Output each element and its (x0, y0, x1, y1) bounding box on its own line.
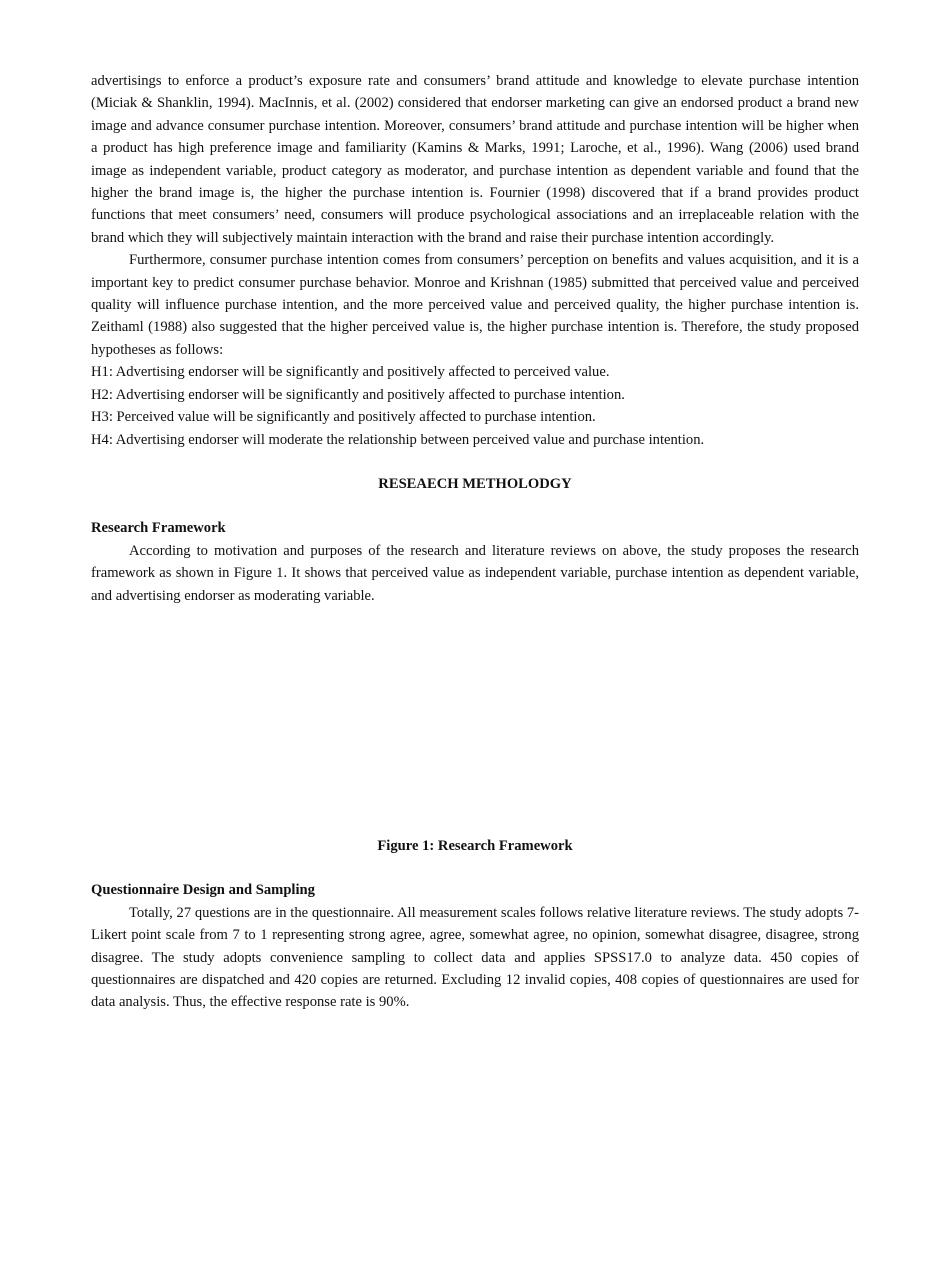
body-paragraph-2: Furthermore, consumer purchase intention comes from consumers’ perception on benefits and values acquisition, and it is a important key to predict consumer purchase behavior. Monroe and Krishnan (1985) submitted that perceived value and perceived quality will influence purchase intention, and the more perceived value and perceived quality, the higher purchase intention is. Zeithaml (1988) also suggested that the higher perceived value is, the higher purchase intention is. Therefore, the study proposed hypotheses as follows: (91, 252, 859, 358)
figure-1-area (91, 607, 859, 823)
research-framework-text: According to motivation and purposes of the research and literature reviews on above, the study proposes the research framework as shown in Figure 1. It shows that perceived value as independent variable, purchase intention as dependent variable, and advertising endorser as moderating variable. (91, 542, 859, 604)
body-paragraph-1: advertisings to enforce a product’s exposure rate and consumers’ brand attitude and knowledge to elevate purchase intention (Miciak & Shanklin, 1994). MacInnis, et al. (2002) considered that endorser marketing can give an endorsed product a brand new image and advance consumer purchase intention. Moreover, consumers’ brand attitude and purchase intention will be higher when a product has high preference image and familiarity (Kamins & Marks, 1991; Laroche, et al., 1996). Wang (2006) used brand image as independent variable, product category as moderator, and purchase intention as dependent variable and found that the higher the brand image is, the higher the purchase intention is. Fournier (1998) discovered that if a brand provides product functions that meet consumers’ need, consumers will produce psychological associations and an irreplaceable relation with the brand which they will subjectively maintain interaction with the brand and raise their purchase intention accordingly. (91, 73, 859, 246)
document-page (91, 70, 859, 1014)
section-title: RESEAECH METHOLODGY (378, 475, 572, 492)
hypothesis-h4: H4: Advertising endorser will moderate the relationship between perceived value and purchase intention. (91, 431, 705, 448)
research-framework-heading: Research Framework (91, 520, 226, 537)
figure-caption: Figure 1: Research Framework (377, 837, 573, 854)
questionnaire-heading: Questionnaire Design and Sampling (91, 882, 315, 899)
hypothesis-h1: H1: Advertising endorser will be significantly and positively affected to perceived value. (91, 364, 610, 381)
hypothesis-h2: H2: Advertising endorser will be significantly and positively affected to purchase intention. (91, 386, 625, 403)
questionnaire-text: Totally, 27 questions are in the questionnaire. All measurement scales follows relative literature reviews. The study adopts 7-Likert point scale from 7 to 1 representing strong agree, agree, somewhat agree, no opinion, somewhat disagree, disagree, strong disagree. The study adopts convenience sampling to collect data and applies SPSS17.0 to analyze data. 450 copies of questionnaires are dispatched and 420 copies are returned. Excluding 12 invalid copies, 408 copies of questionnaires are used for data analysis. Thus, the effective response rate is 90%. (91, 904, 859, 1011)
hypothesis-h3: H3: Perceived value will be significantly and positively affected to purchase intention. (91, 409, 596, 426)
